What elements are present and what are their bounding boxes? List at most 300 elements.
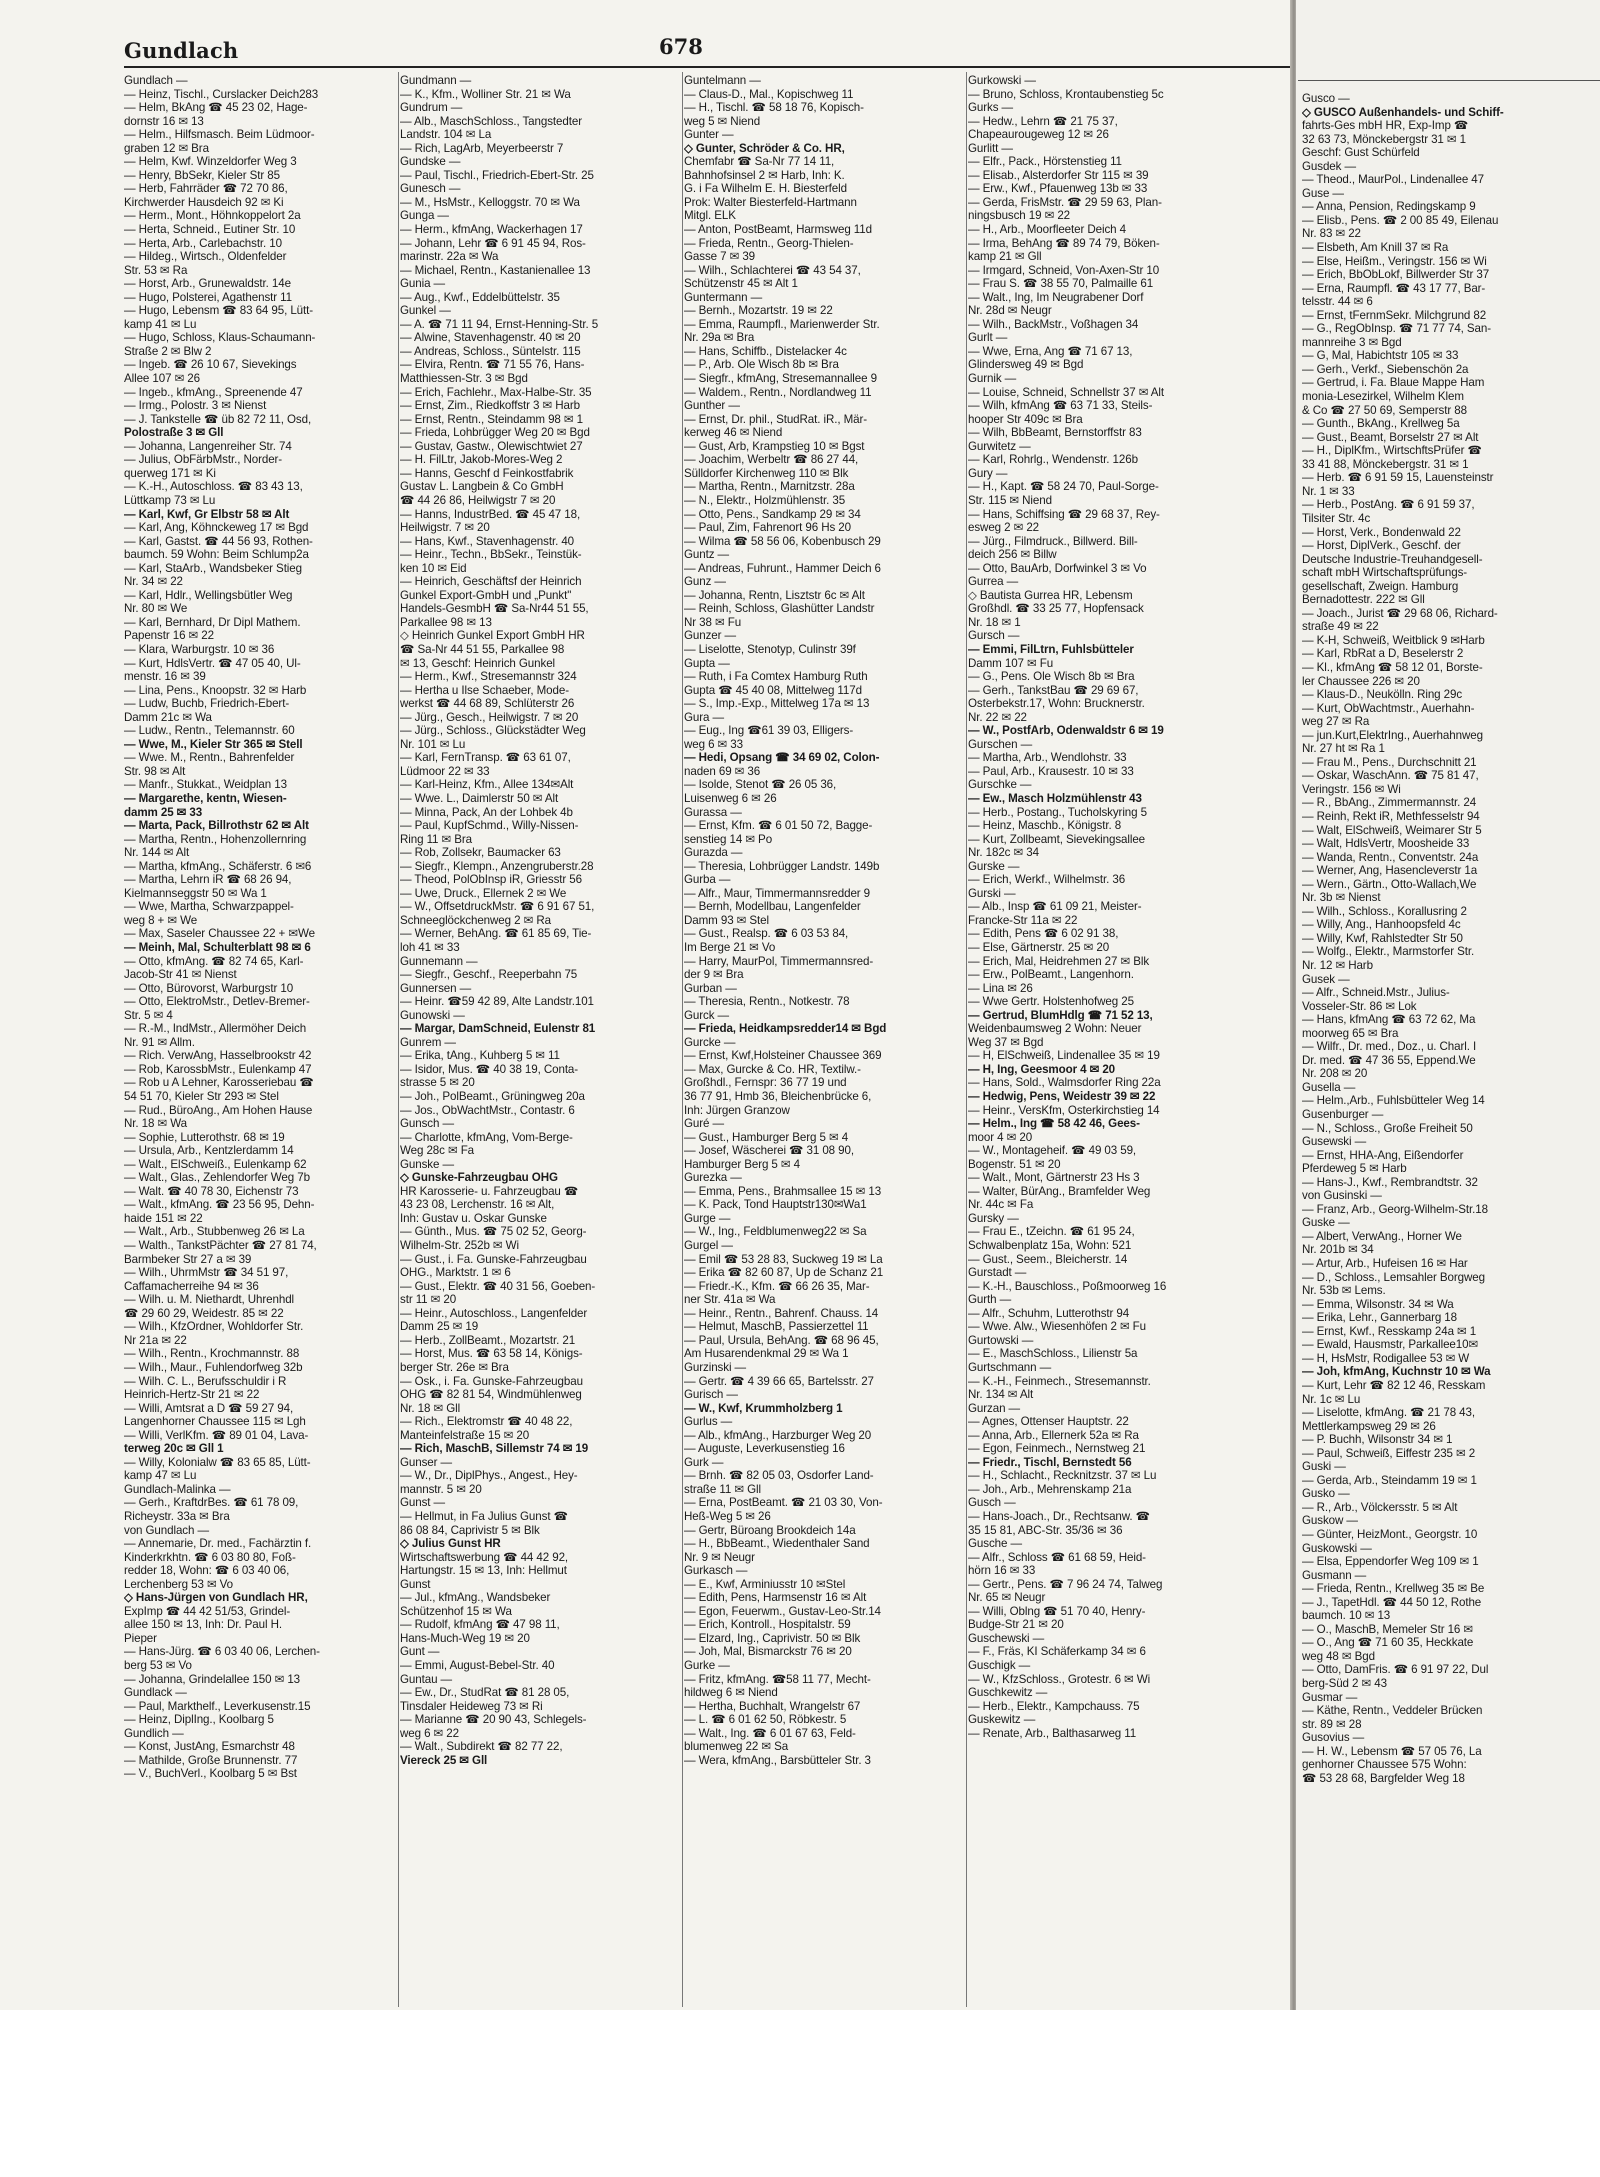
- directory-entry-line: Gurke —: [684, 1658, 730, 1672]
- directory-entry-line: kamp 21 ✉ Gll: [968, 250, 1042, 264]
- directory-entry-line: — Walt., Ing. ☎ 6 01 67 63, Feld-: [684, 1726, 856, 1740]
- directory-entry-line: — Paul, Zim, Fahrenort 96 Hs 20: [684, 521, 852, 535]
- directory-entry-line: Gurezka —: [684, 1171, 742, 1185]
- directory-entry-line: — Wilh, kfmAng ☎ 63 71 33, Steils-: [968, 399, 1153, 413]
- directory-entry-line: Gunkel —: [400, 304, 451, 318]
- directory-entry-line: — Hedwig, Pens, Weidestr 39 ✉ 22: [968, 1090, 1156, 1104]
- directory-entry-line: Nr. 1 ✉ 33: [1302, 484, 1355, 498]
- directory-entry-line: Gundmann —: [400, 74, 472, 87]
- directory-entry-line: — Gertr, Büroang Brookdeich 14a: [684, 1523, 856, 1537]
- column-divider: [966, 72, 967, 2007]
- directory-entry-line: — Otto, Pens., Sandkamp 29 ✉ 34: [684, 507, 861, 521]
- directory-entry-line: — Hanns, IndustrBed. ☎ 45 47 18,: [400, 507, 581, 521]
- directory-entry-line: Gundlack —: [124, 1686, 187, 1700]
- directory-entry-line: — R., BbAng., Zimmermannstr. 24: [1302, 796, 1477, 810]
- directory-entry-line: Vosseler-Str. 86 ✉ Lok: [1302, 999, 1417, 1013]
- directory-entry-line: Gusenburger —: [1302, 1108, 1384, 1122]
- directory-entry-line: Chemfabr ☎ Sa-Nr 77 14 11,: [684, 155, 835, 169]
- directory-entry-line: Gupta ☎ 45 40 08, Mittelweg 117d: [684, 683, 862, 697]
- directory-entry-line: — Alb., MaschSchloss., Tangstedter: [400, 114, 582, 128]
- directory-entry-line: — D., Schloss., Lemsahler Borgweg: [1302, 1270, 1485, 1284]
- directory-entry-line: — Klaus-D., Neukölln. Ring 29c: [1302, 688, 1463, 702]
- directory-entry-line: — Frau S. ☎ 38 55 70, Palmaille 61: [968, 277, 1154, 291]
- directory-entry-line: — Gust., Beamt, Borselstr 27 ✉ Alt: [1302, 430, 1479, 444]
- directory-entry-line: Gurcke —: [684, 1035, 736, 1049]
- directory-entry-line: — Willy, Ang., Hanhoopsfeld 4c: [1302, 918, 1461, 932]
- directory-entry-line: moorweg 65 ✉ Bra: [1302, 1026, 1399, 1040]
- page-header: [124, 34, 1284, 64]
- directory-entry-line: — Hans, Kwf., Stavenhagenstr. 40: [400, 534, 575, 548]
- directory-entry-line: Gurge —: [684, 1211, 731, 1225]
- directory-entry-line: — Gerh., TankstBau ☎ 29 69 67,: [968, 683, 1139, 697]
- directory-entry-line: — Anna, Arb., Ellernerk 52a ✉ Ra: [968, 1428, 1139, 1442]
- directory-entry-line: — Mathilde, Große Brunnenstr. 77: [124, 1753, 298, 1767]
- directory-entry-line: — Liselotte, Stenotyp, Culinstr 39f: [684, 642, 856, 656]
- directory-entry-line: — Auguste, Leverkusenstieg 16: [684, 1442, 845, 1456]
- directory-entry-line: — Manfr., Stukkat., Weidplan 13: [124, 778, 287, 792]
- directory-entry-line: — Elzard, Ing., Caprivistr. 50 ✉ Blk: [684, 1631, 861, 1645]
- directory-entry-line: — Walt., kfmAng. ☎ 23 56 95, Dehn-: [124, 1198, 315, 1212]
- directory-entry-line: baumch. 10 ✉ 13: [1302, 1609, 1391, 1623]
- directory-entry-line: Caffamacherreihe 94 ✉ 36: [124, 1279, 259, 1293]
- directory-entry-line: Gurgel —: [684, 1239, 733, 1253]
- directory-entry-line: — Edith, Pens ☎ 6 02 91 38,: [968, 927, 1119, 941]
- directory-entry-line: Gusmann —: [1302, 1568, 1367, 1582]
- directory-entry-line: Weg 28c ✉ Fa: [400, 1144, 475, 1158]
- directory-entry-line: Mettlerkampsweg 29 ✉ 26: [1302, 1419, 1436, 1433]
- directory-entry-line: 32 63 73, Mönckebergstr 31 ✉ 1: [1302, 132, 1466, 146]
- directory-entry-line: Nr. 28d ✉ Neugr: [968, 304, 1052, 318]
- directory-column-3: [684, 74, 964, 2004]
- directory-entry-line: hooper Str 409c ✉ Bra: [968, 412, 1083, 426]
- directory-entry-line: — Wwe, M., Kieler Str 365 ✉ Stell: [124, 737, 303, 751]
- directory-entry-line: 43 23 08, Lerchenstr. 16 ✉ Alt,: [400, 1198, 555, 1212]
- directory-entry-line: — Ernst, Kwf,Holsteiner Chaussee 369: [684, 1049, 882, 1063]
- directory-entry-line: Matthiessen-Str. 3 ✉ Bgd: [400, 372, 528, 386]
- directory-entry-line: Dr. med. ☎ 47 36 55, Eppend.We: [1302, 1053, 1476, 1067]
- directory-entry-line: Nr 38 ✉ Fu: [684, 615, 742, 629]
- directory-entry-line: 33 41 88, Mönckebergstr. 31 ✉ 1: [1302, 457, 1469, 471]
- directory-entry-line: — Wern., Gärtn., Otto-Wallach,We: [1302, 877, 1477, 891]
- directory-entry-line: 86 08 84, Caprivistr 5 ✉ Blk: [400, 1523, 540, 1537]
- directory-entry-line: genhorner Chaussee 575 Wohn:: [1302, 1758, 1467, 1772]
- directory-entry-line: 36 77 91, Hmb 36, Bleichenbrücke 6,: [684, 1090, 872, 1104]
- directory-entry-line: — Henry, BbSekr, Kieler Str 85: [124, 168, 280, 182]
- directory-entry-line: — Karl, FernTransp. ☎ 63 61 07,: [400, 751, 571, 765]
- directory-entry-line: — E., MaschSchloss., Lilienstr 5a: [968, 1347, 1138, 1361]
- directory-entry-line: berg 53 ✉ Vo: [124, 1658, 192, 1672]
- directory-entry-line: Gurisch —: [684, 1388, 738, 1402]
- directory-entry-line: Nr. 3b ✉ Nienst: [1302, 891, 1381, 905]
- directory-entry-line: — Paul, Markthelf., Leverkusenstr.15: [124, 1699, 311, 1713]
- directory-entry-line: Kinderkrkhtn. ☎ 6 03 80 80, Foß-: [124, 1550, 296, 1564]
- directory-entry-line: — Rich, MaschB, Sillemstr 74 ✉ 19: [400, 1442, 589, 1456]
- directory-entry-line: — Jürg., Gesch., Heilwigstr. 7 ✉ 20: [400, 710, 579, 724]
- directory-entry-line: Gunst: [400, 1577, 431, 1591]
- directory-entry-line: — Kl., kfmAng ☎ 58 12 01, Borste-: [1302, 660, 1483, 674]
- directory-entry-line: — Claus-D., Mal., Kopischweg 11: [684, 87, 854, 101]
- directory-entry-line: Tinsdaler Heideweg 73 ✉ Ri: [400, 1699, 543, 1713]
- directory-entry-line: — Horst, DiplVerk., Geschf. der: [1302, 539, 1461, 553]
- directory-entry-line: Gurkasch —: [684, 1564, 748, 1578]
- directory-entry-line: menstr. 16 ✉ 39: [124, 670, 206, 684]
- directory-entry-line: — H, HsMstr, Rodigallee 53 ✉ W: [1302, 1351, 1470, 1365]
- directory-entry-line: — Marta, Pack, Billrothstr 62 ✉ Alt: [124, 819, 309, 833]
- directory-entry-line: — Wilh., Schlachterei ☎ 43 54 37,: [684, 263, 861, 277]
- directory-entry-line: — Rob, KarossbMstr., Eulenkamp 47: [124, 1062, 312, 1076]
- directory-entry-line: — O., MaschB, Memeler Str 16 ✉: [1302, 1622, 1474, 1636]
- directory-entry-line: — Walt., Glas., Zehlendorfer Weg 7b: [124, 1171, 310, 1185]
- directory-entry-line: — Friedr.-K., Kfm. ☎ 66 26 35, Mar-: [684, 1279, 870, 1293]
- directory-entry-line: Guré —: [684, 1117, 724, 1131]
- directory-entry-line: — Jürg., Schloss., Glückstädter Weg: [400, 724, 586, 738]
- directory-entry-line: Nr. 101 ✉ Lu: [400, 737, 466, 751]
- directory-entry-line: — J., TapetHdl. ☎ 44 50 12, Rothe: [1302, 1595, 1482, 1609]
- directory-entry-line: — Paul, Tischl., Friedrich-Ebert-Str. 25: [400, 168, 594, 182]
- directory-entry-line: — Siegfr., Klempn., Anzengruberstr.28: [400, 859, 594, 873]
- directory-entry-line: — Jos., ObWachtMstr., Contastr. 6: [400, 1103, 575, 1117]
- directory-entry-line: G. i Fa Wilhelm E. H. Biesterfeld: [684, 182, 847, 196]
- directory-entry-line: Gurrea —: [968, 575, 1019, 589]
- directory-entry-line: allee 150 ✉ 13, Inh: Dr. Paul H.: [124, 1618, 282, 1632]
- directory-entry-line: — Ernst, HHA-Ang, Eißendorfer: [1302, 1148, 1464, 1162]
- directory-entry-line: — Heinz, Maschb., Königstr. 8: [968, 819, 1122, 833]
- directory-entry-line: — Wwe. L., Daimlerstr 50 ✉ Alt: [400, 791, 559, 805]
- column-divider: [398, 72, 399, 2007]
- directory-entry-line: — Ursula, Arb., Kentzlerdamm 14: [124, 1144, 294, 1158]
- directory-entry-line: — Ernst, Dr. phil., StudRat. iR., Mär-: [684, 412, 868, 426]
- directory-entry-line: Str. 53 ✉ Ra: [124, 263, 188, 277]
- directory-entry-line: Nr. 18 ✉ Wa: [124, 1117, 187, 1131]
- directory-entry-line: — Erna, Raumpfl. ☎ 43 17 77, Bar-: [1302, 281, 1486, 295]
- directory-entry-line: marinstr. 22a ✉ Wa: [400, 250, 499, 264]
- directory-entry-line: — Johanna, Grindelallee 150 ✉ 13: [124, 1672, 301, 1686]
- directory-entry-line: Nr. 1c ✉ Lu: [1302, 1392, 1361, 1406]
- directory-entry-line: ◇ GUSCO Außenhandels- und Schiff-: [1302, 105, 1504, 119]
- directory-entry-line: dornstr 16 ✉ 13: [124, 114, 204, 128]
- directory-entry-line: — Wanda, Rentn., Conventstr. 24a: [1302, 850, 1479, 864]
- directory-entry-line: Luisenweg 6 ✉ 26: [684, 791, 777, 805]
- directory-entry-line: — Wilh. C. L., Berufsschuldir i R: [124, 1374, 287, 1388]
- directory-entry-line: Guskowski —: [1302, 1541, 1372, 1555]
- directory-entry-line: Gura —: [684, 710, 724, 724]
- directory-entry-line: Barmbeker Str 27 a ✉ 39: [124, 1252, 252, 1266]
- directory-entry-line: Gurks —: [968, 101, 1014, 115]
- directory-entry-line: ExpImp ☎ 44 42 51/53, Grindel-: [124, 1604, 291, 1618]
- directory-entry-line: — Gertrud, BlumHdlg ☎ 71 52 13,: [968, 1008, 1153, 1022]
- directory-entry-line: — Meinh, Mal, Schulterblatt 98 ✉ 6: [124, 941, 311, 954]
- directory-entry-line: — Walt., Ing, Im Neugrabener Dorf: [968, 290, 1144, 304]
- directory-entry-line: — Theresia, Rentn., Notkestr. 78: [684, 995, 850, 1009]
- directory-entry-line: terweg 20c ✉ Gll 1: [124, 1442, 224, 1456]
- directory-entry-line: — Isolde, Stenot ☎ 26 05 36,: [684, 778, 837, 792]
- directory-entry-line: Pferdeweg 5 ✉ Harb: [1302, 1162, 1407, 1176]
- directory-entry-line: — Martha, kfmAng., Schäferstr. 6 ✉6: [124, 859, 312, 873]
- directory-entry-line: Nr. 80 ✉ We: [124, 602, 188, 616]
- directory-entry-line: Glindersweg 49 ✉ Bgd: [968, 358, 1084, 372]
- directory-entry-line: hörn 16 ✉ 33: [968, 1564, 1036, 1578]
- directory-entry-line: monia-Lesezirkel, Wilhelm Klem: [1302, 390, 1464, 404]
- directory-column-1: [124, 74, 396, 2004]
- directory-entry-line: Gasse 7 ✉ 39: [684, 250, 756, 264]
- directory-entry-line: Budge-Str 21 ✉ 20: [968, 1618, 1064, 1632]
- directory-entry-line: — Horst, Verk., Bondenwald 22: [1302, 525, 1461, 539]
- directory-entry-line: — Walt., Arb., Stubbenweg 26 ✉ La: [124, 1225, 305, 1239]
- directory-entry-line: — Theresia, Lohbrügger Landstr. 149b: [684, 859, 880, 873]
- directory-entry-line: — Franz, Arb., Georg-Wilhelm-Str.18: [1302, 1202, 1488, 1216]
- directory-entry-line: Gusella —: [1302, 1080, 1356, 1094]
- directory-entry-line: — Walt, ElSchweiß, Weimarer Str 5: [1302, 823, 1482, 837]
- directory-entry-line: — Jürg., Filmdruck., Billwerd. Bill-: [968, 534, 1138, 548]
- directory-entry-line: — Wolfg., Elektr., Marmstorfer Str.: [1302, 945, 1475, 959]
- directory-entry-line: — Erich, Kontroll., Hospitalstr. 59: [684, 1618, 851, 1632]
- directory-entry-line: — Gust., Realsp. ☎ 6 03 53 84,: [684, 927, 849, 941]
- directory-entry-line: — K.-H., Autoschloss. ☎ 83 43 13,: [124, 480, 303, 494]
- directory-entry-line: — Ernst, tFernmSekr. Milchgrund 82: [1302, 308, 1487, 322]
- directory-entry-line: — Hertha u Ilse Schaeber, Mode-: [400, 683, 569, 697]
- directory-entry-line: — Hans-Jürg. ☎ 6 03 40 06, Lerchen-: [124, 1645, 320, 1659]
- directory-entry-line: — Julius, ObFärbMstr., Norder-: [124, 453, 283, 467]
- directory-entry-line: — Wwe. M., Rentn., Bahrenfelder: [124, 751, 295, 765]
- directory-entry-line: — G., Pens. Ole Wisch 8b ✉ Bra: [968, 670, 1135, 684]
- directory-entry-line: ler Chaussee 226 ✉ 20: [1302, 674, 1420, 688]
- directory-entry-line: — Otto, Bürovorst, Warburgstr 10: [124, 981, 294, 995]
- directory-entry-line: — Reinh, Rekt iR, Methfesselstr 94: [1302, 809, 1480, 823]
- directory-entry-line: — Frieda, Rentn., Georg-Thielen-: [684, 236, 854, 250]
- directory-entry-line: Heilwigstr. 7 ✉ 20: [400, 521, 490, 535]
- directory-entry-line: senstieg 14 ✉ Po: [684, 832, 773, 846]
- directory-entry-line: — Elvira, Rentn. ☎ 71 55 76, Hans-: [400, 358, 585, 372]
- directory-entry-line: Gupta —: [684, 656, 730, 670]
- directory-entry-line: — Emil ☎ 53 28 83, Suckweg 19 ✉ La: [684, 1252, 883, 1266]
- right-header-rule: [1298, 80, 1600, 81]
- directory-entry-line: — Eug., Ing ☎61 39 03, Elligers-: [684, 724, 854, 738]
- directory-entry-line: — Wilh., BackMstr., Voßhagen 34: [968, 317, 1139, 331]
- directory-entry-line: — Käthe, Rentn., Veddeler Brücken: [1302, 1704, 1483, 1718]
- directory-entry-line: — S., Imp.-Exp., Mittelweg 17a ✉ 13: [684, 697, 870, 711]
- directory-entry-line: Gunzer —: [684, 629, 737, 643]
- directory-entry-line: weg 27 ✉ Ra: [1302, 715, 1370, 729]
- directory-entry-line: — Martha, Lehrn iR ☎ 68 26 94,: [124, 873, 292, 887]
- directory-entry-line: — Albert, VerwAng., Horner We: [1302, 1229, 1462, 1243]
- directory-entry-line: 54 51 70, Kieler Str 293 ✉ Stel: [124, 1090, 279, 1104]
- directory-entry-line: — Hildeg., Wirtsch., Oldenfelder: [124, 250, 287, 264]
- directory-entry-line: haide 151 ✉ 22: [124, 1211, 203, 1225]
- directory-entry-line: — Friedr., Tischl, Bernstedt 56: [968, 1455, 1132, 1469]
- directory-entry-line: — Gust., i. Fa. Gunske-Fahrzeugbau: [400, 1252, 587, 1266]
- directory-entry-line: Guskewitz —: [968, 1713, 1036, 1727]
- directory-entry-line: Lüttkamp 73 ✉ Lu: [124, 493, 216, 507]
- directory-entry-line: — Gust, Arb, Krampstieg 10 ✉ Bgst: [684, 439, 865, 453]
- directory-entry-line: — W., Montageheif. ☎ 49 03 59,: [968, 1144, 1137, 1158]
- directory-entry-line: — Helm, BkAng ☎ 45 23 02, Hage-: [124, 101, 308, 115]
- directory-entry-line: Gunser —: [400, 1455, 453, 1469]
- directory-entry-line: — Wilh., UhrmMstr ☎ 34 51 97,: [124, 1266, 289, 1280]
- directory-entry-line: Gurba —: [684, 873, 731, 887]
- directory-entry-line: gesellschaft, Zweign. Hamburg: [1302, 579, 1459, 593]
- directory-entry-line: — Aug., Kwf., Eddelbüttelstr. 35: [400, 290, 560, 304]
- directory-entry-line: — W., Ing., Feldblumenweg22 ✉ Sa: [684, 1225, 867, 1239]
- directory-entry-line: Gundske —: [400, 155, 461, 169]
- directory-entry-line: — Hugo, Polsterei, Agathenstr 11: [124, 290, 293, 304]
- directory-entry-line: — Gerh., Verkf., Siebenschön 2a: [1302, 362, 1469, 376]
- directory-entry-line: Schützenhof 15 ✉ Wa: [400, 1604, 512, 1618]
- directory-entry-line: Nr. 91 ✉ Allm.: [124, 1035, 195, 1049]
- directory-entry-line: — Ew., Dr., StudRat ☎ 81 28 05,: [400, 1686, 570, 1700]
- directory-entry-line: — R.-M., IndMstr., Allermöher Deich: [124, 1022, 307, 1036]
- directory-entry-line: — jun.Kurt,ElektrIng., Auerhahnweg: [1302, 728, 1483, 742]
- directory-entry-line: — Gerh., KraftdrBes. ☎ 61 78 09,: [124, 1496, 299, 1510]
- directory-entry-line: — Erich, Mal, Heidrehmen 27 ✉ Blk: [968, 954, 1150, 968]
- directory-entry-line: ☎ 44 26 86, Heilwigstr 7 ✉ 20: [400, 493, 556, 507]
- directory-entry-line: — Margar, DamSchneid, Eulenstr 81: [400, 1022, 596, 1036]
- directory-entry-line: — Alb., Insp ☎ 61 09 21, Meister-: [968, 900, 1142, 914]
- directory-entry-line: — Frieda, Lohbrügger Weg 20 ✉ Bgd: [400, 426, 590, 440]
- directory-entry-line: — Frau M., Pens., Durchschnitt 21: [1302, 755, 1477, 769]
- directory-entry-line: — Gerda, FrisMstr. ☎ 29 59 63, Plan-: [968, 195, 1162, 209]
- directory-entry-line: Inh: Gustav u. Oskar Gunske: [400, 1211, 547, 1225]
- directory-entry-line: — Herta, Arb., Carlebachstr. 10: [124, 236, 282, 250]
- directory-entry-line: — Wilfr., Dr. med., Doz., u. Charl. I: [1302, 1040, 1477, 1054]
- directory-entry-line: Gusko —: [1302, 1487, 1350, 1501]
- directory-entry-line: — Renate, Arb., Balthasarweg 11: [968, 1726, 1137, 1740]
- directory-entry-line: Gurtowski —: [968, 1333, 1034, 1347]
- directory-entry-line: — Hans, kfmAng ☎ 63 72 62, Ma: [1302, 1013, 1476, 1027]
- directory-entry-line: — Oskar, WaschAnn. ☎ 75 81 47,: [1302, 769, 1479, 783]
- directory-entry-line: — N., Elektr., Holzmühlenstr. 35: [684, 493, 846, 507]
- directory-entry-line: — Annemarie, Dr. med., Fachärztin f.: [124, 1537, 312, 1551]
- directory-entry-line: — Otto, BauArb, Dorfwinkel 3 ✉ Vo: [968, 561, 1147, 575]
- directory-entry-line: — Frieda, Heidkampsredder14 ✉ Bgd: [684, 1022, 887, 1036]
- directory-entry-line: Str. 98 ✉ Alt: [124, 764, 186, 778]
- directory-entry-line: Gunter —: [684, 128, 734, 142]
- directory-entry-line: — Joachim, Werbeltr ☎ 86 27 44,: [684, 453, 859, 467]
- directory-entry-line: — Wilh., KfzOrdner, Wohldorfer Str.: [124, 1320, 304, 1334]
- directory-entry-line: Inh: Jürgen Granzow: [684, 1103, 790, 1117]
- directory-entry-line: — Gustav, Gastw., Olewischtwiet 27: [400, 439, 583, 453]
- directory-entry-line: — Joh., Arb., Mehrenskamp 21a: [968, 1482, 1132, 1496]
- directory-entry-line: — Bernh., Mozartstr. 19 ✉ 22: [684, 304, 833, 318]
- directory-entry-line: ◇ Julius Gunst HR: [400, 1537, 501, 1551]
- directory-entry-line: Damm 93 ✉ Stel: [684, 913, 769, 927]
- directory-entry-line: ◇ Gunske-Fahrzeugbau OHG: [400, 1171, 558, 1185]
- directory-entry-line: — Joh, kfmAng, Kuchnstr 10 ✉ Wa: [1302, 1365, 1491, 1379]
- directory-entry-line: — Heinrich, Geschäftsf der Heinrich: [400, 575, 582, 589]
- directory-entry-line: — Rud., BüroAng., Am Hohen Hause: [124, 1103, 313, 1117]
- directory-entry-line: — A. ☎ 71 11 94, Ernst-Henning-Str. 5: [400, 317, 599, 331]
- directory-entry-line: — Hans-Joach., Dr., Rechtsanw. ☎: [968, 1509, 1150, 1523]
- directory-entry-line: — Charlotte, kfmAng, Vom-Berge-: [400, 1130, 573, 1144]
- directory-entry-line: berg-Süd 2 ✉ 43: [1302, 1676, 1387, 1690]
- directory-entry-line: Nr. 12 ✉ Harb: [1302, 959, 1373, 972]
- directory-entry-line: Gusovius —: [1302, 1731, 1365, 1745]
- directory-entry-line: Heinrich-Hertz-Str 21 ✉ 22: [124, 1388, 260, 1402]
- directory-entry-line: — Margarethe, kentn, Wiesen-: [124, 791, 287, 805]
- directory-entry-line: — J. Tankstelle ☎ üb 82 72 11, Osd,: [124, 412, 312, 426]
- directory-entry-line: ☎ Sa-Nr 44 51 55, Parkallee 98: [400, 642, 565, 656]
- directory-entry-line: Handels-GesmbH ☎ Sa-Nr44 51 55,: [400, 602, 589, 616]
- directory-entry-line: — Hans, Sold., Walmsdorfer Ring 22a: [968, 1076, 1161, 1090]
- directory-entry-line: — W., PostfArb, Odenwaldstr 6 ✉ 19: [968, 724, 1164, 738]
- directory-entry-line: Nr. 144 ✉ Alt: [124, 846, 190, 860]
- directory-entry-line: HR Karosserie- u. Fahrzeugbau ☎: [400, 1184, 579, 1198]
- directory-entry-line: Chapeaurougeweg 12 ✉ 26: [968, 128, 1109, 142]
- directory-entry-line: Hamburger Berg 5 ✉ 4: [684, 1157, 800, 1171]
- directory-entry-line: Gunia —: [400, 277, 446, 291]
- directory-entry-line: — Otto, DamFris. ☎ 6 91 97 22, Dul: [1302, 1663, 1489, 1677]
- directory-entry-line: Tilsiter Str. 4c: [1302, 511, 1371, 525]
- directory-entry-line: — Theod, PolObInsp iR, Griesstr 56: [400, 873, 582, 887]
- directory-entry-line: Gurnik —: [968, 372, 1017, 386]
- directory-entry-line: Am Husarendenkmal 29 ✉ Wa 1: [684, 1347, 849, 1361]
- directory-entry-line: Gunnemann —: [400, 954, 478, 968]
- directory-entry-line: — Max, Gurcke & Co. HR, Textilw.-: [684, 1062, 861, 1076]
- directory-entry-line: Gury —: [968, 466, 1008, 480]
- directory-entry-line: Osterbekstr.17, Wohn: Brucknerstr.: [968, 697, 1145, 711]
- directory-entry-line: — Bruno, Schloss, Krontaubenstieg 5c: [968, 87, 1164, 101]
- directory-entry-line: Gusch —: [968, 1496, 1016, 1510]
- directory-entry-line: Guse —: [1302, 186, 1344, 200]
- header-surname: Gundlach: [124, 38, 239, 63]
- directory-entry-line: — Sophie, Lutterothstr. 68 ✉ 19: [124, 1130, 285, 1144]
- directory-entry-line: Gunsch —: [400, 1117, 454, 1131]
- directory-entry-line: — K-H, Schweiß, Weitblick 9 ✉Harb: [1302, 633, 1485, 647]
- directory-entry-line: Gustav L. Langbein & Co GmbH: [400, 480, 564, 494]
- directory-entry-line: Francke-Str 11a ✉ 22: [968, 913, 1078, 927]
- directory-entry-line: — Gertrud, i. Fa. Blaue Mappe Ham: [1302, 376, 1485, 390]
- directory-entry-line: Gurassa —: [684, 805, 742, 819]
- directory-entry-line: Schützenstr 45 ✉ Alt 1: [684, 277, 798, 291]
- directory-entry-line: — Johanna, Langenreiher Str. 74: [124, 439, 292, 453]
- directory-entry-line: Bogenstr. 51 ✉ 20: [968, 1157, 1061, 1171]
- directory-entry-line: — Karl, RbRat a D, Beselerstr 2: [1302, 647, 1464, 661]
- directory-entry-line: — Paul, Schweiß, Eiffestr 235 ✉ 2: [1302, 1446, 1476, 1460]
- directory-entry-line: — Wilh. u. M. Niethardt, Uhrenhdl: [124, 1293, 295, 1307]
- directory-entry-line: — H., Kapt. ☎ 58 24 70, Paul-Sorge-: [968, 480, 1159, 494]
- directory-entry-line: — Karl-Heinz, Kfm., Allee 134✉Alt: [400, 778, 574, 792]
- directory-entry-line: — Herta, Schneid., Eutiner Str. 10: [124, 223, 296, 237]
- directory-entry-line: — Elsbeth, Am Knill 37 ✉ Ra: [1302, 241, 1449, 255]
- directory-entry-line: — Isidor, Mus. ☎ 40 38 19, Conta-: [400, 1062, 579, 1076]
- directory-entry-line: — Karl, Kwf, Gr Elbstr 58 ✉ Alt: [124, 507, 290, 521]
- directory-entry-line: — Willy, Kolonialw ☎ 83 65 85, Lütt-: [124, 1455, 311, 1469]
- directory-entry-line: — Herb., ZollBeamt., Mozartstr. 21: [400, 1333, 576, 1347]
- directory-entry-line: Parkallee 98 ✉ 13: [400, 615, 492, 629]
- directory-entry-line: Gurstadt —: [968, 1266, 1027, 1280]
- directory-entry-line: Wirtschaftswerbung ☎ 44 42 92,: [400, 1550, 569, 1564]
- directory-entry-line: — Emma, Pens., Brahmsallee 15 ✉ 13: [684, 1184, 882, 1198]
- directory-entry-line: — Walter, BürAng., Bramfelder Weg: [968, 1184, 1151, 1198]
- directory-entry-line: — Kurt, Zollbeamt, Sievekingsallee: [968, 832, 1146, 846]
- directory-entry-line: — Walt., ElSchweiß., Eulenkamp 62: [124, 1157, 307, 1171]
- directory-entry-line: str 11 ✉ 20: [400, 1293, 457, 1307]
- directory-entry-line: ◇ Bautista Gurrea HR, Lebensm: [968, 588, 1133, 602]
- directory-entry-line: — Rich., Elektromstr ☎ 40 48 22,: [400, 1415, 573, 1429]
- directory-entry-line: — Martha, Rentn., Hohenzollernring: [124, 832, 307, 846]
- directory-entry-line: — Siegfr., Geschf., Reeperbahn 75: [400, 968, 578, 982]
- directory-entry-line: — Erika ☎ 82 60 87, Up de Schanz 21: [684, 1266, 884, 1280]
- directory-entry-line: — L. ☎ 6 01 62 50, Röbkestr. 5: [684, 1713, 847, 1727]
- directory-entry-line: Mitgl. ELK: [684, 209, 736, 223]
- directory-entry-line: — N., Schloss., Große Freiheit 50: [1302, 1121, 1473, 1135]
- directory-entry-line: — Herm., Mont., Höhnkoppelort 2a: [124, 209, 301, 223]
- directory-entry-line: — Reinh, Schloss, Glashütter Landstr: [684, 602, 875, 616]
- directory-entry-line: — Otto, ElektroMstr., Detlev-Bremer-: [124, 995, 310, 1009]
- directory-entry-line: — Anton, PostBeamt, Harmsweg 11d: [684, 223, 872, 237]
- directory-entry-line: ken 10 ✉ Eid: [400, 561, 467, 575]
- scan-margin: [0, 2010, 1600, 2177]
- directory-entry-line: — Rich, LagArb, Meyerbeerstr 7: [400, 141, 564, 155]
